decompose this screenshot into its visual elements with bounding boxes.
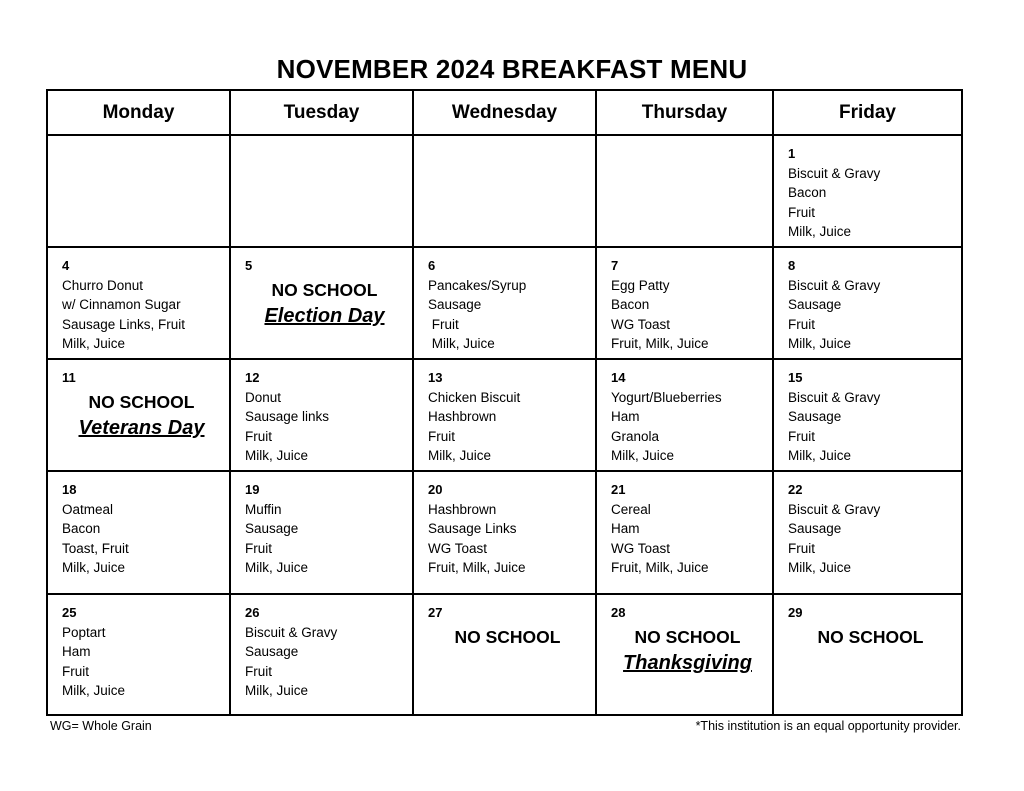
day-cell: [773, 135, 962, 247]
day-number: 25: [62, 605, 77, 620]
menu-item: Sausage: [788, 297, 842, 313]
menu-item: Donut: [245, 389, 282, 405]
menu-item: w/ Cinnamon Sugar: [62, 297, 181, 313]
day-number: 27: [428, 605, 443, 620]
weekday-header-row: [47, 90, 962, 135]
menu-item: Bacon: [62, 521, 101, 537]
menu-item: Milk, Juice: [62, 336, 126, 352]
menu-item: Muffin: [245, 501, 282, 517]
footer-legend: WG= Whole Grain: [50, 719, 152, 733]
day-number: 5: [245, 258, 253, 273]
menu-item: Milk, Juice: [788, 336, 852, 352]
week-row: [47, 359, 962, 471]
menu-item: Biscuit & Gravy: [788, 501, 881, 517]
day-cell: [413, 471, 596, 594]
day-cell: [47, 135, 230, 247]
day-number: 15: [788, 370, 803, 385]
menu-item: Milk, Juice: [788, 560, 852, 576]
day-cell: [773, 247, 962, 359]
menu-item: Sausage links: [245, 409, 330, 425]
holiday-name: Veterans Day: [78, 416, 205, 439]
menu-item: Fruit: [788, 428, 815, 444]
day-cell: [230, 471, 413, 594]
no-school-label: NO SCHOOL: [88, 391, 195, 412]
day-cell: [596, 471, 773, 594]
day-number: 7: [611, 258, 619, 273]
menu-item: Hashbrown: [428, 409, 497, 425]
menu-item: Biscuit & Gravy: [788, 277, 881, 293]
menu-item: Ham: [611, 521, 640, 537]
menu-item: Pancakes/Syrup: [428, 277, 527, 293]
day-cell: [413, 135, 596, 247]
day-cell: [230, 594, 413, 715]
day-cell: [230, 135, 413, 247]
day-number: 8: [788, 258, 796, 273]
day-cell: [47, 247, 230, 359]
day-number: 11: [62, 370, 76, 385]
menu-item: Toast, Fruit: [62, 540, 129, 556]
day-number: 28: [611, 605, 626, 620]
day-cell: [47, 471, 230, 594]
day-number: 19: [245, 482, 260, 497]
menu-item: Sausage: [788, 409, 842, 425]
menu-item: Hashbrown: [428, 501, 497, 517]
day-cell: [230, 359, 413, 471]
day-number: 18: [62, 482, 77, 497]
footer-notice: *This institution is an equal opportunity provider.: [695, 719, 961, 733]
menu-item: Oatmeal: [62, 501, 114, 517]
menu-item: Fruit: [428, 428, 455, 444]
menu-item: Poptart: [62, 624, 106, 640]
day-number: 4: [62, 258, 70, 273]
no-school-label: NO SCHOOL: [271, 279, 378, 300]
menu-item: WG Toast: [611, 316, 671, 332]
day-number: 13: [428, 370, 443, 385]
day-cell: [773, 594, 962, 715]
menu-item: Ham: [611, 409, 640, 425]
menu-item: Ham: [62, 644, 91, 660]
menu-item: Fruit: [788, 540, 815, 556]
header-friday: Friday: [773, 90, 962, 135]
menu-item: Sausage: [428, 297, 482, 313]
day-number: 26: [245, 605, 260, 620]
menu-item: Fruit: [788, 316, 815, 332]
day-cell: [596, 135, 773, 247]
menu-item: Chicken Biscuit: [428, 389, 521, 405]
menu-item: Fruit: [62, 663, 89, 679]
no-school-label: NO SCHOOL: [454, 626, 561, 647]
menu-item: WG Toast: [611, 540, 671, 556]
menu-item: Fruit, Milk, Juice: [611, 336, 709, 352]
day-number: 20: [428, 482, 443, 497]
menu-item: Cereal: [611, 501, 651, 517]
day-number: 6: [428, 258, 436, 273]
menu-item: Bacon: [611, 297, 650, 313]
menu-item: Sausage: [245, 644, 299, 660]
menu-item: Sausage: [788, 521, 842, 537]
menu-item: Bacon: [788, 185, 827, 201]
menu-item: Sausage Links: [428, 521, 517, 537]
day-cell: [413, 594, 596, 715]
day-cell: [47, 594, 230, 715]
menu-item: Sausage: [245, 521, 299, 537]
menu-calendar: [46, 89, 963, 716]
day-cell: [596, 247, 773, 359]
holiday-name: Thanksgiving: [623, 651, 752, 674]
menu-item: WG Toast: [428, 540, 488, 556]
day-cell: [230, 247, 413, 359]
menu-item: Milk, Juice: [62, 683, 126, 699]
day-number: 12: [245, 370, 260, 385]
menu-item: Churro Donut: [62, 277, 144, 293]
no-school-label: NO SCHOOL: [817, 626, 924, 647]
menu-item: Biscuit & Gravy: [245, 624, 338, 640]
menu-item: Milk, Juice: [245, 560, 309, 576]
menu-item: Fruit, Milk, Juice: [428, 560, 526, 576]
header-wednesday: Wednesday: [413, 90, 596, 135]
menu-item: Milk, Juice: [428, 336, 495, 352]
menu-item: Milk, Juice: [611, 448, 675, 464]
menu-item: Fruit, Milk, Juice: [611, 560, 709, 576]
day-cell: [47, 359, 230, 471]
menu-item: Milk, Juice: [788, 224, 852, 240]
holiday-name: Election Day: [264, 304, 385, 327]
day-number: 29: [788, 605, 803, 620]
menu-item: Yogurt/Blueberries: [611, 389, 722, 405]
menu-item: Milk, Juice: [428, 448, 492, 464]
day-cell: [773, 471, 962, 594]
menu-item: Egg Patty: [611, 277, 670, 293]
menu-item: Granola: [611, 428, 660, 444]
day-cell: [773, 359, 962, 471]
week-row: [47, 594, 962, 715]
menu-item: Milk, Juice: [245, 448, 309, 464]
menu-item: Fruit: [245, 540, 272, 556]
day-number: 14: [611, 370, 626, 385]
menu-item: Biscuit & Gravy: [788, 389, 881, 405]
no-school-label: NO SCHOOL: [634, 626, 741, 647]
menu-item: Milk, Juice: [245, 683, 309, 699]
day-number: 21: [611, 482, 626, 497]
menu-item: Sausage Links, Fruit: [62, 316, 186, 332]
menu-item: Milk, Juice: [788, 448, 852, 464]
header-monday: Monday: [47, 90, 230, 135]
day-cell: [413, 359, 596, 471]
day-number: 1: [788, 146, 796, 161]
header-thursday: Thursday: [596, 90, 773, 135]
menu-item: Milk, Juice: [62, 560, 126, 576]
week-row: [47, 135, 962, 247]
week-row: [47, 471, 962, 594]
header-tuesday: Tuesday: [230, 90, 413, 135]
menu-item: Fruit: [245, 663, 272, 679]
day-cell: [596, 359, 773, 471]
day-cell: [413, 247, 596, 359]
week-row: [47, 247, 962, 359]
menu-item: Fruit: [788, 204, 815, 220]
menu-item: Fruit: [428, 316, 459, 332]
day-cell: [596, 594, 773, 715]
menu-item: Fruit: [245, 428, 272, 444]
menu-item: Biscuit & Gravy: [788, 165, 881, 181]
day-number: 22: [788, 482, 803, 497]
menu-title: NOVEMBER 2024 BREAKFAST MENU: [276, 54, 748, 84]
